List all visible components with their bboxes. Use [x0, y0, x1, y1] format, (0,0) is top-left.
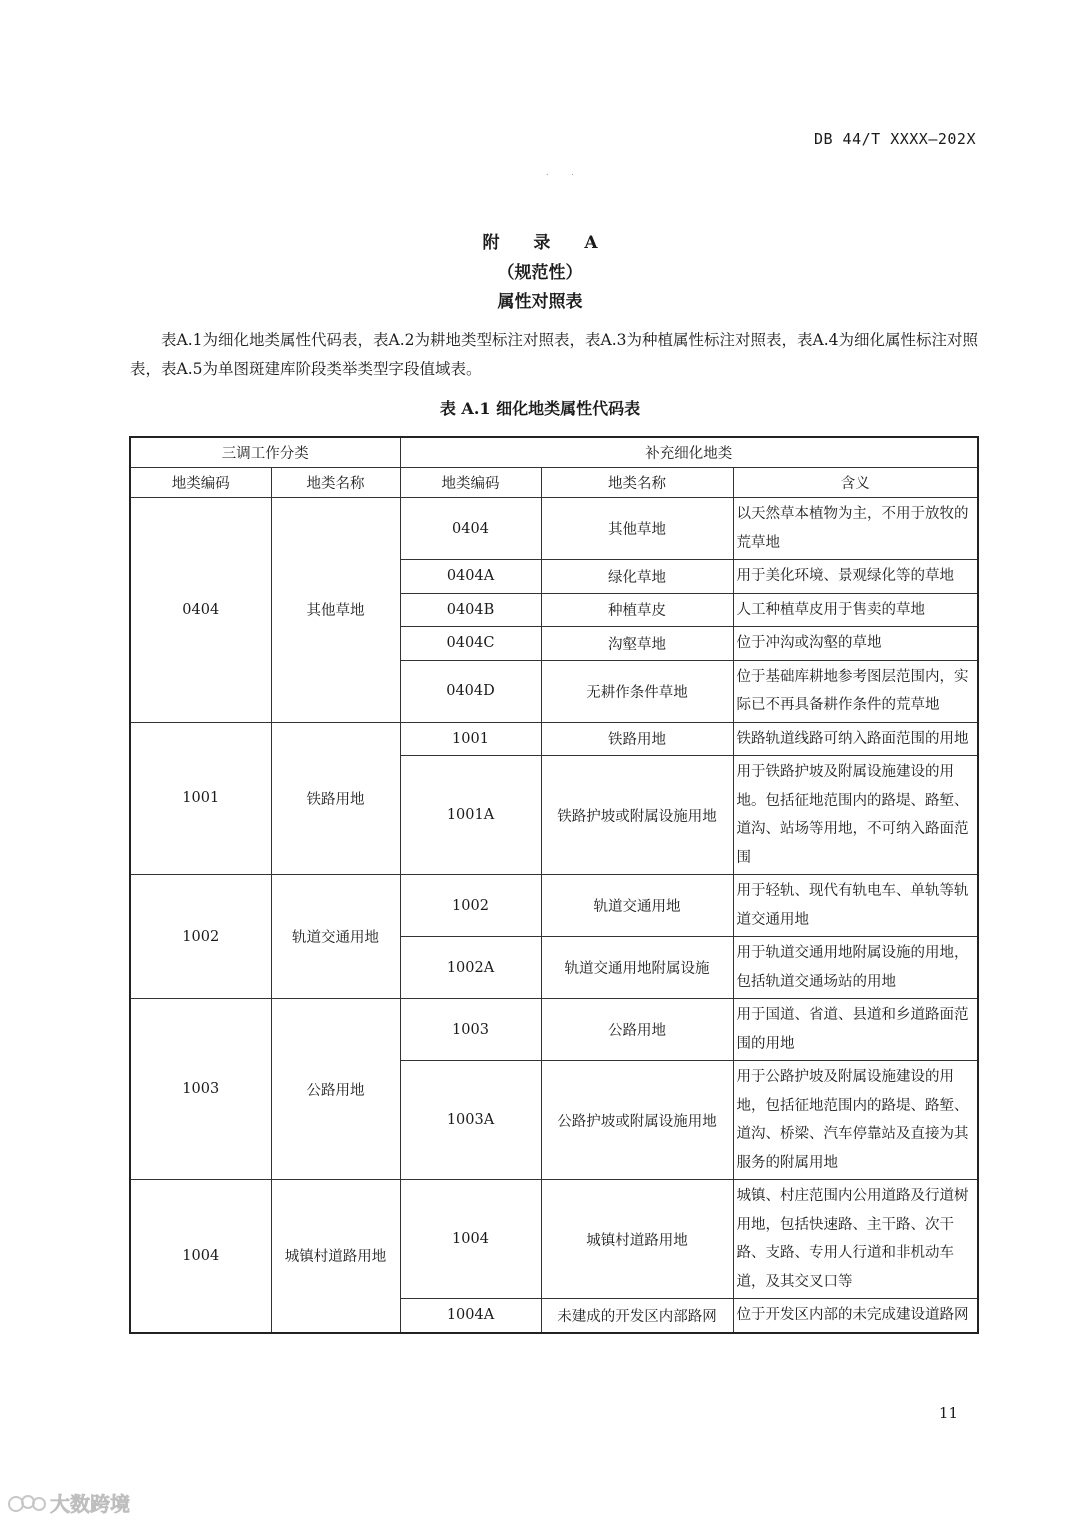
sub-name-cell: 铁路护坡或附属设施用地	[541, 756, 733, 875]
meaning-cell: 用于铁路护坡及附属设施建设的用地。包括征地范围内的路堤、路堑、道沟、站场等用地，不可纳入路面范围	[733, 756, 978, 875]
watermark-logo	[6, 1486, 146, 1522]
sub-code-cell: 0404C	[400, 627, 541, 661]
sub-code-cell: 0404D	[400, 660, 541, 722]
sub-name-cell: 铁路用地	[541, 722, 733, 756]
sub-name-cell: 种植草皮	[541, 593, 733, 627]
group-name-cell: 轨道交通用地	[271, 875, 400, 999]
column-header-row	[130, 468, 978, 498]
sub-code-cell: 1004A	[400, 1299, 541, 1333]
sub-name-cell: 公路护坡或附属设施用地	[541, 1061, 733, 1180]
header-dots: . .	[546, 168, 584, 177]
sub-code-cell: 1001	[400, 722, 541, 756]
table-row	[130, 1180, 978, 1299]
group-code-cell: 1004	[130, 1180, 271, 1333]
meaning-cell: 以天然草本植物为主，不用于放牧的荒草地	[733, 498, 978, 560]
sub-name-cell: 绿化草地	[541, 560, 733, 594]
group-name-cell: 铁路用地	[271, 722, 400, 875]
meaning-cell: 铁路轨道线路可纳入路面范围的用地	[733, 722, 978, 756]
table-row	[130, 498, 978, 560]
meaning-cell: 用于国道、省道、县道和乡道路面范围的用地	[733, 999, 978, 1061]
meaning-cell: 位于冲沟或沟壑的草地	[733, 627, 978, 661]
sub-name-cell: 无耕作条件草地	[541, 660, 733, 722]
meaning-cell: 位于基础库耕地参考图层范围内，实际已不再具备耕作条件的荒草地	[733, 660, 978, 722]
appendix-name: 属性对照表	[497, 292, 583, 312]
meaning-cell: 位于开发区内部的未完成建设道路网	[733, 1299, 978, 1333]
sub-code-cell: 1001A	[400, 756, 541, 875]
group-header-supplement: 补充细化地类	[400, 437, 978, 468]
meaning-cell: 用于公路护坡及附属设施建设的用地，包括征地范围内的路堤、路堑、道沟、桥梁、汽车停靠站及直接为其服务的附属用地	[733, 1061, 978, 1180]
col-header-code: 地类编码	[130, 468, 271, 498]
meaning-cell: 用于轨道交通用地附属设施的用地，包括轨道交通场站的用地	[733, 937, 978, 999]
sub-name-cell: 轨道交通用地附属设施	[541, 937, 733, 999]
sub-name-cell: 轨道交通用地	[541, 875, 733, 937]
sub-code-cell: 0404B	[400, 593, 541, 627]
table-row	[130, 999, 978, 1061]
group-code-cell: 0404	[130, 498, 271, 723]
group-code-cell: 1003	[130, 999, 271, 1180]
standard-code: DB 44/T XXXX—202X	[813, 130, 976, 148]
sub-code-cell: 0404	[400, 498, 541, 560]
watermark-logo-icon	[6, 1487, 146, 1521]
sub-code-cell: 1004	[400, 1180, 541, 1299]
svg-text:大数跨境: 大数跨境	[50, 1492, 130, 1516]
meaning-cell: 用于轻轨、现代有轨电车、单轨等轨道交通用地	[733, 875, 978, 937]
sub-code-cell: 1003	[400, 999, 541, 1061]
group-header-row	[130, 437, 978, 468]
page-number: 11	[938, 1404, 958, 1422]
group-code-cell: 1001	[130, 722, 271, 875]
meaning-cell: 人工种植草皮用于售卖的草地	[733, 593, 978, 627]
appendix-type: （规范性）	[497, 263, 583, 283]
sub-name-cell: 沟壑草地	[541, 627, 733, 661]
group-name-cell: 公路用地	[271, 999, 400, 1180]
meaning-cell: 城镇、村庄范围内公用道路及行道树用地，包括快速路、主干路、次干路、支路、专用人行道和非机动车道，及其交叉口等	[733, 1180, 978, 1299]
appendix-title: 附 录 A	[482, 233, 612, 253]
sub-name-cell: 未建成的开发区内部路网	[541, 1299, 733, 1333]
col-header-sub-name: 地类名称	[541, 468, 733, 498]
col-header-meaning: 含义	[733, 468, 978, 498]
col-header-name: 地类名称	[271, 468, 400, 498]
table-row	[130, 875, 978, 937]
group-code-cell: 1002	[130, 875, 271, 999]
sub-code-cell: 1002	[400, 875, 541, 937]
meaning-cell: 用于美化环境、景观绿化等的草地	[733, 560, 978, 594]
intro-paragraph: 表A.1为细化地类属性代码表，表A.2为耕地类型标注对照表，表A.3为种植属性标注对照表，表A.4为细化属性标注对照表，表A.5为单图斑建库阶段类举类型字段值域表。	[130, 331, 978, 378]
sub-code-cell: 1002A	[400, 937, 541, 999]
sub-code-cell: 1003A	[400, 1061, 541, 1180]
table-row	[130, 722, 978, 756]
sub-name-cell: 公路用地	[541, 999, 733, 1061]
sub-name-cell: 其他草地	[541, 498, 733, 560]
col-header-sub-code: 地类编码	[400, 468, 541, 498]
group-name-cell: 城镇村道路用地	[271, 1180, 400, 1333]
sub-name-cell: 城镇村道路用地	[541, 1180, 733, 1299]
group-name-cell: 其他草地	[271, 498, 400, 723]
attribute-code-table	[129, 436, 979, 1334]
sub-code-cell: 0404A	[400, 560, 541, 594]
group-header-sandiao: 三调工作分类	[130, 437, 400, 468]
table-caption: 表 A.1 细化地类属性代码表	[439, 399, 641, 418]
